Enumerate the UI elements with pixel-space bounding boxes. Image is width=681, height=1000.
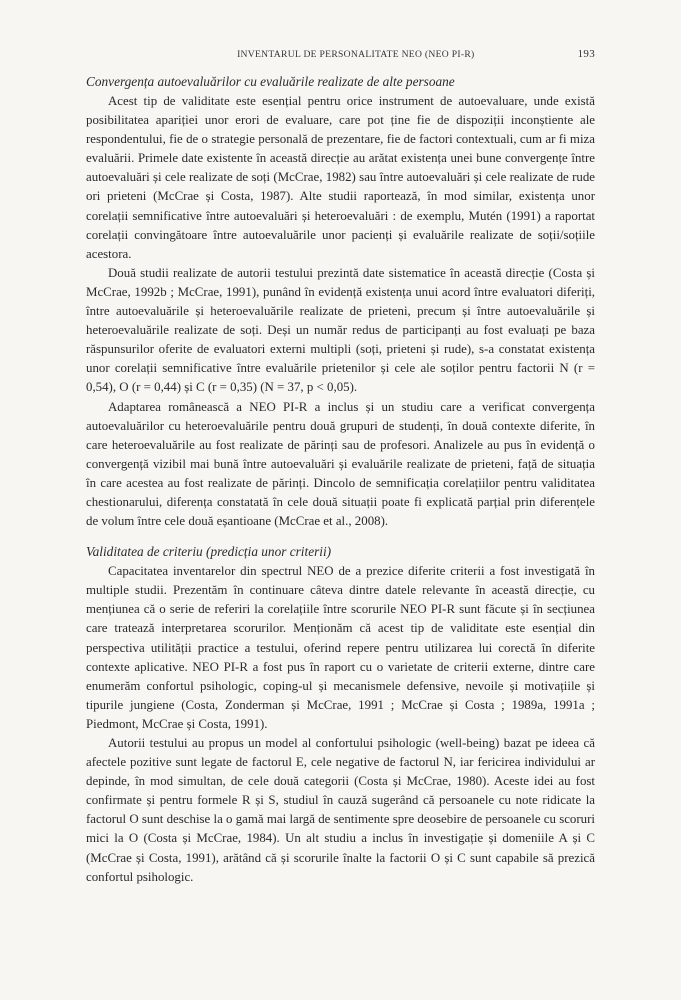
- section-heading-criterion-validity: Validitatea de criteriu (predicția unor criterii): [86, 544, 332, 560]
- paragraph: Acest tip de validitate este esențial pentru orice instrument de autoevaluare, unde există posibilitatea apariției unor erori de evaluare, care pot ține fie de dispoziții inconștiente ale respondentului, fie de o strategie personală de prezentare, fie de factori contextuali, cum ar fi miza evaluării. Primele date existente în această direcție au arătat existența unei bune convergențe între autoevaluări și cele realizate de soți (McCrae, 1982) sau între autoevaluări și cele realizate de rude ori prieteni (McCrae și Costa, 1987). Alte studii raportează, în mod similar, existența unor corelații semnificative între autoevaluări și heteroevaluări : de exemplu, Mutén (1991) a raportat corelații convingătoare între autoevaluările unor pacienți și evaluările realizate de soții/soțiile acestora.: [86, 94, 595, 261]
- running-header: [86, 48, 595, 60]
- paragraph: Două studii realizate de autorii testului prezintă date sistematice în această direcție (Costa și McCrae, 1992b ; McCrae, 1991), punând în evidență existența unui acord între evaluatori diferiți, între autoevaluările și heteroevaluările realizate de prieteni, precum și între autoevaluările și heteroevaluările realizate de soți. Deși un număr redus de participanți au fost evaluați pe baza răspunsurilor oferite de evaluatori externi multipli (soți, prieteni și rude), s-a constatat existența unor corelații semnificative între evaluările prietenilor și cele ale soților pentru factorii N (r = 0,54), O (r = 0,44) și C (r = 0,35) (N = 37, p < 0,05).: [86, 265, 595, 395]
- page-number: 193: [577, 48, 595, 60]
- paragraph: Adaptarea românească a NEO PI-R a inclus și un studiu care a verificat convergența autoevaluărilor cu heteroevaluările pentru două grupuri de studenți, în două contexte diferite, în care heteroevaluările au fost realizate de părinți sau de profesori. Analizele au pus în evidență o convergență vizibil mai bună între autoevaluări și evaluările realizate de prieteni, față de situația în care acestea au fost realizate de părinți. Dincolo de semnificația corelațiilor pentru validitatea chestionarului, diferența constatată în cele două situații poate fi explicată parțial prin diferențele de volum între cele două eșantioane (McCrae et al., 2008).: [86, 399, 595, 529]
- section-heading-convergence: Convergența autoevaluărilor cu evaluările realizate de alte persoane: [86, 74, 455, 89]
- running-title: INVENTARUL DE PERSONALITATE NEO (NEO PI-R): [237, 49, 475, 60]
- paragraph: Autorii testului au propus un model al confortului psihologic (well-being) bazat pe ideea că afectele pozitive sunt legate de factorul E, cele negative de factorul N, iar fericirea individului ar depinde, în mod simultan, de cele două categorii (Costa și McCrae, 1980). Aceste idei au fost confirmate și pentru formele R și S, studiul în cauză sugerând că persoanele cu note ridicate la factorul O sunt deschise la o gamă mai largă de sentimente spre deosebire de persoanele cu scoruri mici la O (Costa și McCrae, 1984). Un alt studiu a inclus în investigație și domeniile A și C (McCrae și Costa, 1991), arătând că și scorurile înalte la factorii O și C sunt capabile să prezică confortul psihologic.: [86, 736, 595, 884]
- paragraph: Capacitatea inventarelor din spectrul NEO de a prezice diferite criterii a fost investigată în multiple studii. Prezentăm în continuare câteva dintre datele relevante în această direcție, cu mențiunea că o serie de referiri la corelațiile între scorurile NEO PI-R sunt făcute și în secțiunea care tratează interpretarea scorurilor. Menționăm că acest tip de validitate este esențial din perspectiva utilității practice a testului, oferind repere pentru utilizarea lui corectă în diferite contexte aplicative. NEO PI-R a fost pus în raport cu o varietate de criterii externe, dintre care enumerăm confortul psihologic, coping-ul și mecanismele defensive, nevoile și motivațiile și tipurile jungiene (Costa, Zonderman și McCrae, 1991 ; McCrae și Costa ; 1989a, 1991a ; Piedmont, McCrae și Costa, 1991).: [86, 564, 595, 731]
